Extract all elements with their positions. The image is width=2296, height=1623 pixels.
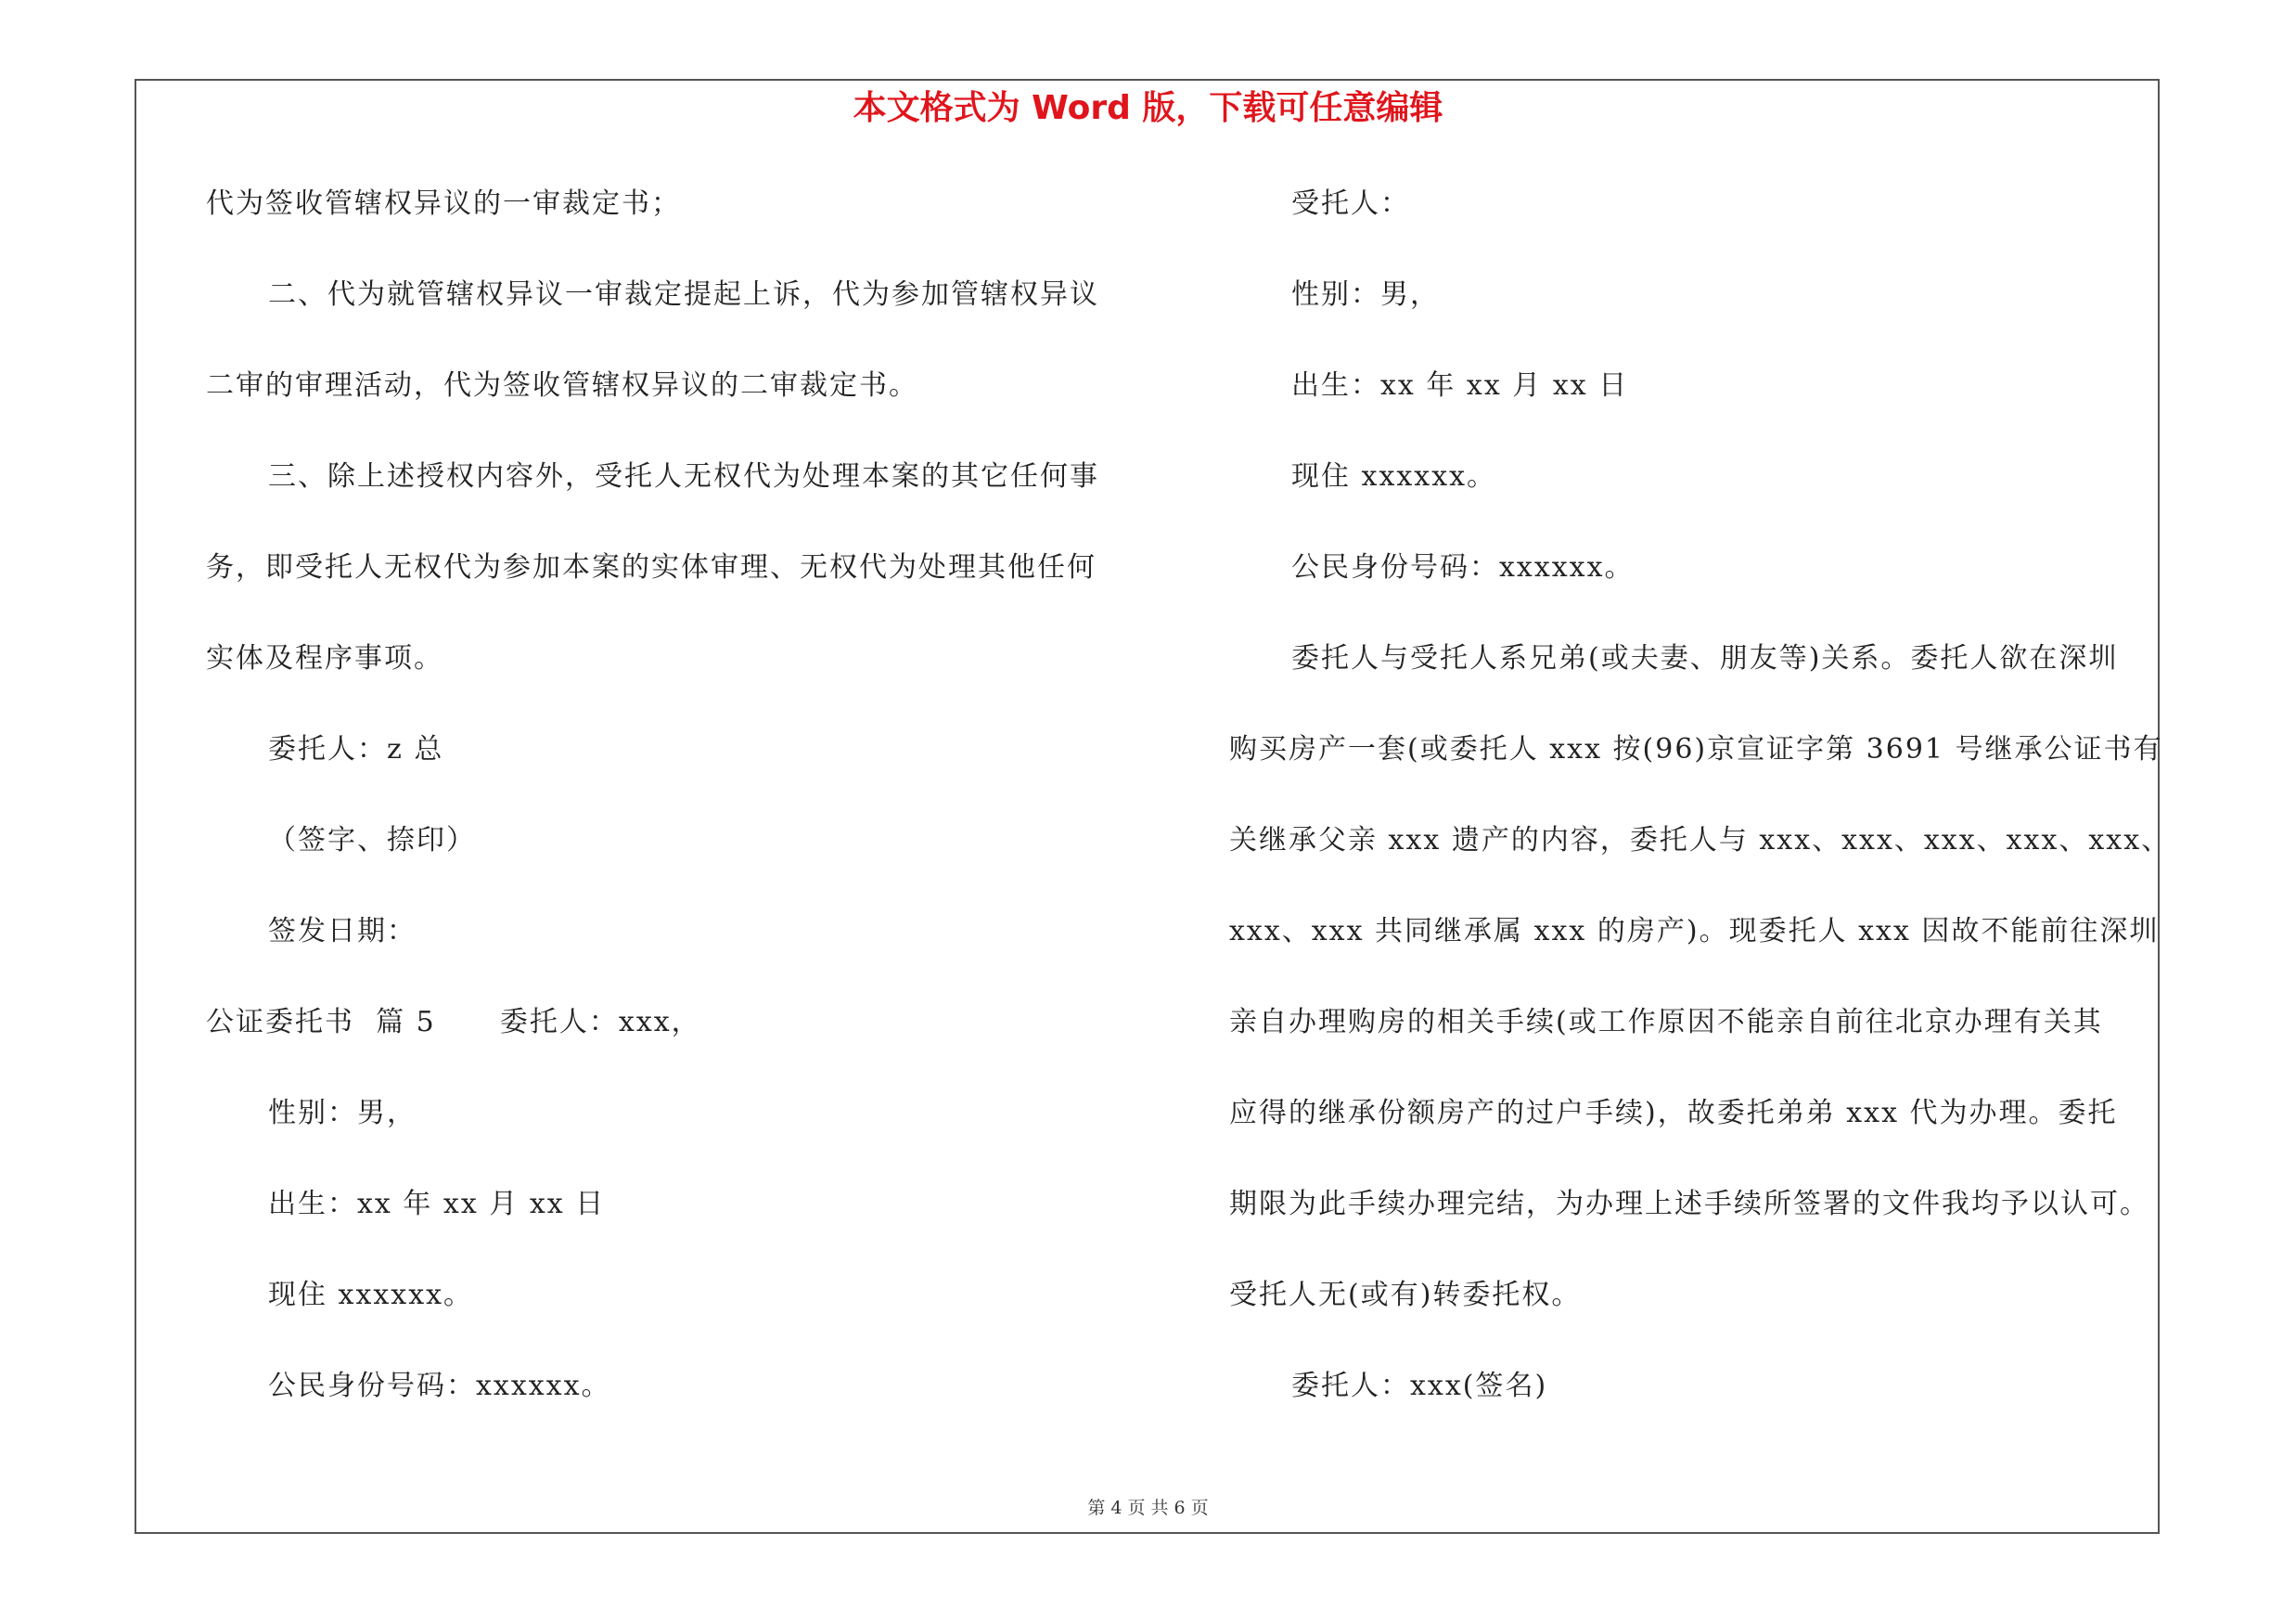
text-line: 代为签收管辖权异议的一审裁定书； <box>206 187 681 220</box>
text-line: 二审的审理活动，代为签收管辖权异议的二审裁定书。 <box>206 369 918 402</box>
text-line: 务，即受托人无权代为参加本案的实体审理、无权代为处理其他任何 <box>206 551 1097 584</box>
text-line: 期限为此手续办理完结，为办理上述手续所签署的文件我均予以认可。 <box>1229 1188 2149 1220</box>
text-line: （签字、捺印） <box>268 824 476 857</box>
text-line: 关继承父亲 xxx 遗产的内容，委托人与 xxx、xxx、xxx、xxx、xxx、 <box>1229 824 2172 857</box>
text-line: 实体及程序事项。 <box>206 642 443 675</box>
text-line: 性别：男， <box>268 1097 417 1129</box>
text-line: 购买房产一套(或委托人 xxx 按(96)京宣证字第 3691 号继承公证书有 <box>1229 733 2163 766</box>
text-line: 出生：xx 年 xx 月 xx 日 <box>268 1188 606 1220</box>
text-line: 亲自办理购房的相关手续(或工作原因不能亲自前往北京办理有关其 <box>1229 1006 2103 1038</box>
text-line: 二、代为就管辖权异议一审裁定提起上诉，代为参加管辖权异议 <box>268 278 1099 311</box>
text-line: 现住 xxxxxx。 <box>268 1279 474 1311</box>
text-line: 现住 xxxxxx。 <box>1291 460 1497 493</box>
text-line: 委托人：xxx(签名) <box>1291 1370 1548 1402</box>
text-line: xxx、xxx 共同继承属 xxx 的房产)。现委托人 xxx 因故不能前往深圳 <box>1229 915 2160 947</box>
text-line: 受托人： <box>1291 187 1410 220</box>
text-line: 委托人与受托人系兄弟(或夫妻、朋友等)关系。委托人欲在深圳 <box>1291 642 2119 675</box>
text-line: 公民身份号码：xxxxxx。 <box>1291 551 1635 584</box>
text-line: 应得的继承份额房产的过户手续)，故委托弟弟 xxx 代为办理。委托 <box>1229 1097 2118 1129</box>
text-line: 受托人无(或有)转委托权。 <box>1229 1279 1582 1311</box>
header-banner: 本文格式为 Word 版，下载可任意编辑 <box>853 89 1443 127</box>
text-line: 委托人：z 总 <box>268 733 444 766</box>
text-line: 三、除上述授权内容外，受托人无权代为处理本案的其它任何事 <box>268 460 1099 493</box>
text-line: 公民身份号码：xxxxxx。 <box>268 1370 611 1402</box>
section-heading: 公证委托书 篇 5 委托人：xxx， <box>206 1006 701 1038</box>
page-number: 第 4 页 共 6 页 <box>1087 1498 1209 1518</box>
text-line: 出生：xx 年 xx 月 xx 日 <box>1291 369 1629 402</box>
text-line: 性别：男， <box>1291 278 1440 311</box>
text-line: 签发日期： <box>268 915 417 947</box>
